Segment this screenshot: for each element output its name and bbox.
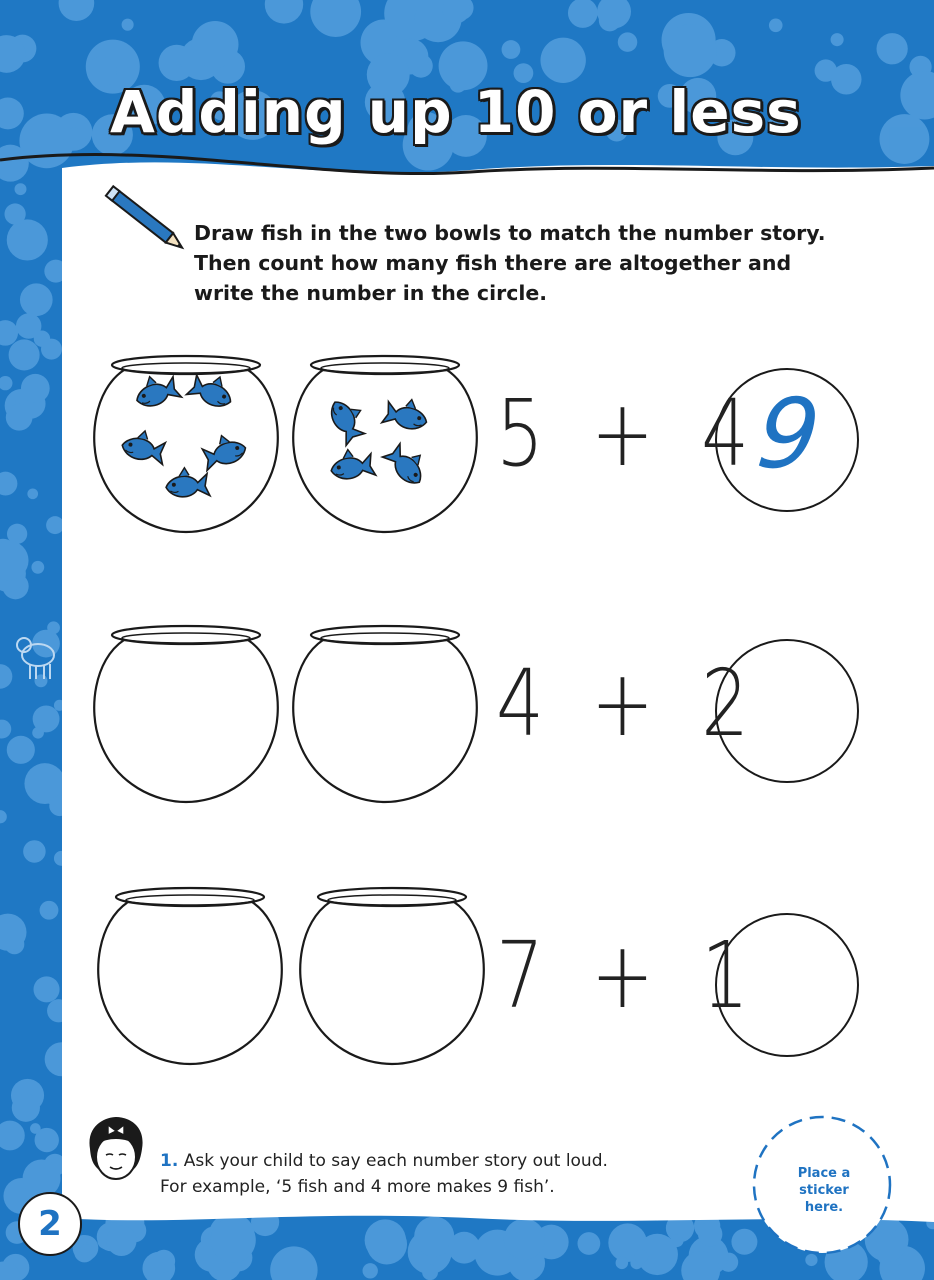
note-line: For example, ‘5 fish and 4 more makes 9 fish’. [160,1177,555,1197]
fishbowl-right[interactable] [300,888,484,1064]
fishbowl-right[interactable] [293,356,477,532]
sticker-label [782,1165,866,1216]
parent-note [160,1148,608,1200]
sticker-line: here. [804,1200,844,1215]
girl-face-icon [89,1117,142,1179]
fishbowl-left[interactable] [94,356,278,532]
sticker-line: sticker [799,1183,849,1198]
instruction-line: write the number in the circle. [194,281,548,305]
lamb-icon [17,638,54,679]
note-line: Ask your child to say each number story out loud. [183,1151,608,1171]
equation-text: 4 + 2 [496,650,761,757]
fishbowl-left[interactable] [94,626,278,802]
instruction-line: Draw fish in the two bowls to match the number story. [194,221,826,245]
fishbowl-right[interactable] [293,626,477,802]
equation-text: 5 + 4 [496,380,761,487]
page-number: 2 [18,1192,82,1256]
equation-text: 7 + 1 [496,922,761,1029]
page-title: Adding up 10 or less [110,78,802,146]
fishbowl-left[interactable] [98,888,282,1064]
answer-text: 9 [752,378,825,490]
instruction-line: Then count how many fish there are altogether and [194,251,792,275]
note-number: 1. [160,1151,179,1171]
sticker-line: Place a [797,1166,851,1181]
